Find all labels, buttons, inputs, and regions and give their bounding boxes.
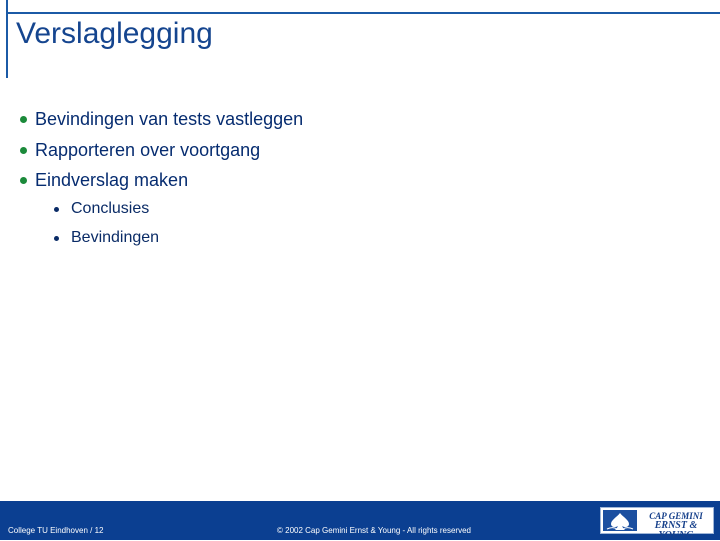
bullet-text: Eindverslag maken (35, 169, 189, 190)
bullet-item-2 (20, 139, 260, 161)
sub-bullet-text: Bevindingen (71, 229, 160, 246)
sub-bullet-text: Conclusies (71, 200, 150, 217)
logo-line-1: CAP GEMINI (649, 511, 703, 521)
sub-bullet-item-1 (54, 199, 149, 219)
sub-bullet-icon (54, 236, 59, 241)
bullet-item-3 (20, 169, 188, 191)
bullet-icon (20, 116, 27, 123)
sub-bullet-item-2 (54, 228, 159, 248)
slide-title: Verslaglegging (16, 17, 213, 50)
bullet-item-1 (20, 108, 303, 130)
company-logo (600, 507, 714, 541)
bullet-icon (20, 177, 27, 184)
bullet-icon (20, 147, 27, 154)
footer-copyright-text: © 2002 Cap Gemini Ernst & Young - All rights reserved (277, 526, 471, 535)
logo-text (641, 511, 711, 541)
footer-left-text: College TU Eindhoven / 12 (8, 526, 104, 535)
bullet-text: Rapporteren over voortgang (35, 139, 261, 160)
logo-line-2: ERNST & YOUNG (654, 520, 698, 541)
spade-icon (603, 510, 637, 531)
sub-bullet-icon (54, 207, 59, 212)
bullet-text: Bevindingen van tests vastleggen (35, 108, 304, 129)
